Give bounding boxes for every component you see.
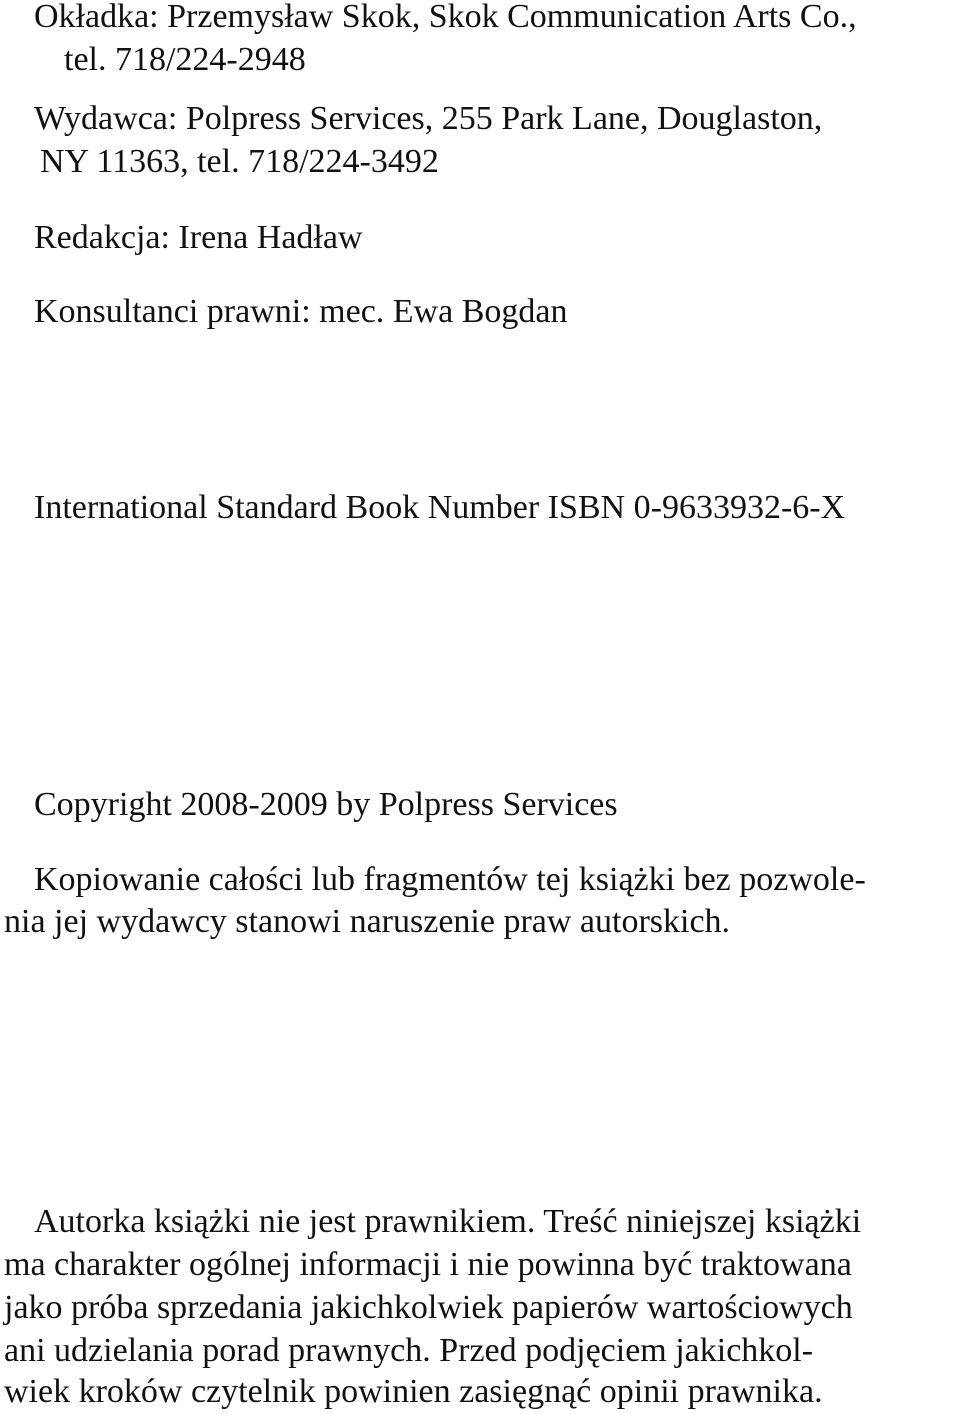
publisher-line-1: Wydawca: Polpress Services, 255 Park Lane, Douglaston, bbox=[34, 100, 823, 137]
cover-credit-line-2: tel. 718/224-2948 bbox=[64, 41, 306, 78]
disclaimer-line-4: ani udzielania porad prawnych. Przed podjęciem jakichkol- bbox=[4, 1332, 814, 1369]
disclaimer-line-2: ma charakter ogólnej informacji i nie powinna być traktowana bbox=[4, 1246, 852, 1283]
disclaimer-line-3: jako próba sprzedania jakichkolwiek papierów wartościowych bbox=[4, 1289, 853, 1326]
disclaimer-line-1: Autorka książki nie jest prawnikiem. Treść niniejszej książki bbox=[34, 1203, 862, 1240]
copyright-line: Copyright 2008-2009 by Polpress Services bbox=[34, 786, 618, 823]
editor-credit: Redakcja: Irena Hadław bbox=[34, 219, 363, 256]
copying-notice-line-2: nia jej wydawcy stanowi naruszenie praw autorskich. bbox=[4, 903, 731, 940]
cover-credit-line-1: Okładka: Przemysław Skok, Skok Communication Arts Co., bbox=[34, 0, 857, 35]
disclaimer-line-5: wiek kroków czytelnik powinien zasięgnąć opinii prawnika. bbox=[4, 1373, 823, 1410]
isbn-line: International Standard Book Number ISBN 0-9633932-6-X bbox=[34, 489, 846, 526]
legal-consultants: Konsultanci prawni: mec. Ewa Bogdan bbox=[34, 293, 568, 330]
copying-notice-line-1: Kopiowanie całości lub fragmentów tej książki bez pozwole- bbox=[34, 861, 866, 898]
publisher-line-2: NY 11363, tel. 718/224-3492 bbox=[40, 143, 439, 180]
